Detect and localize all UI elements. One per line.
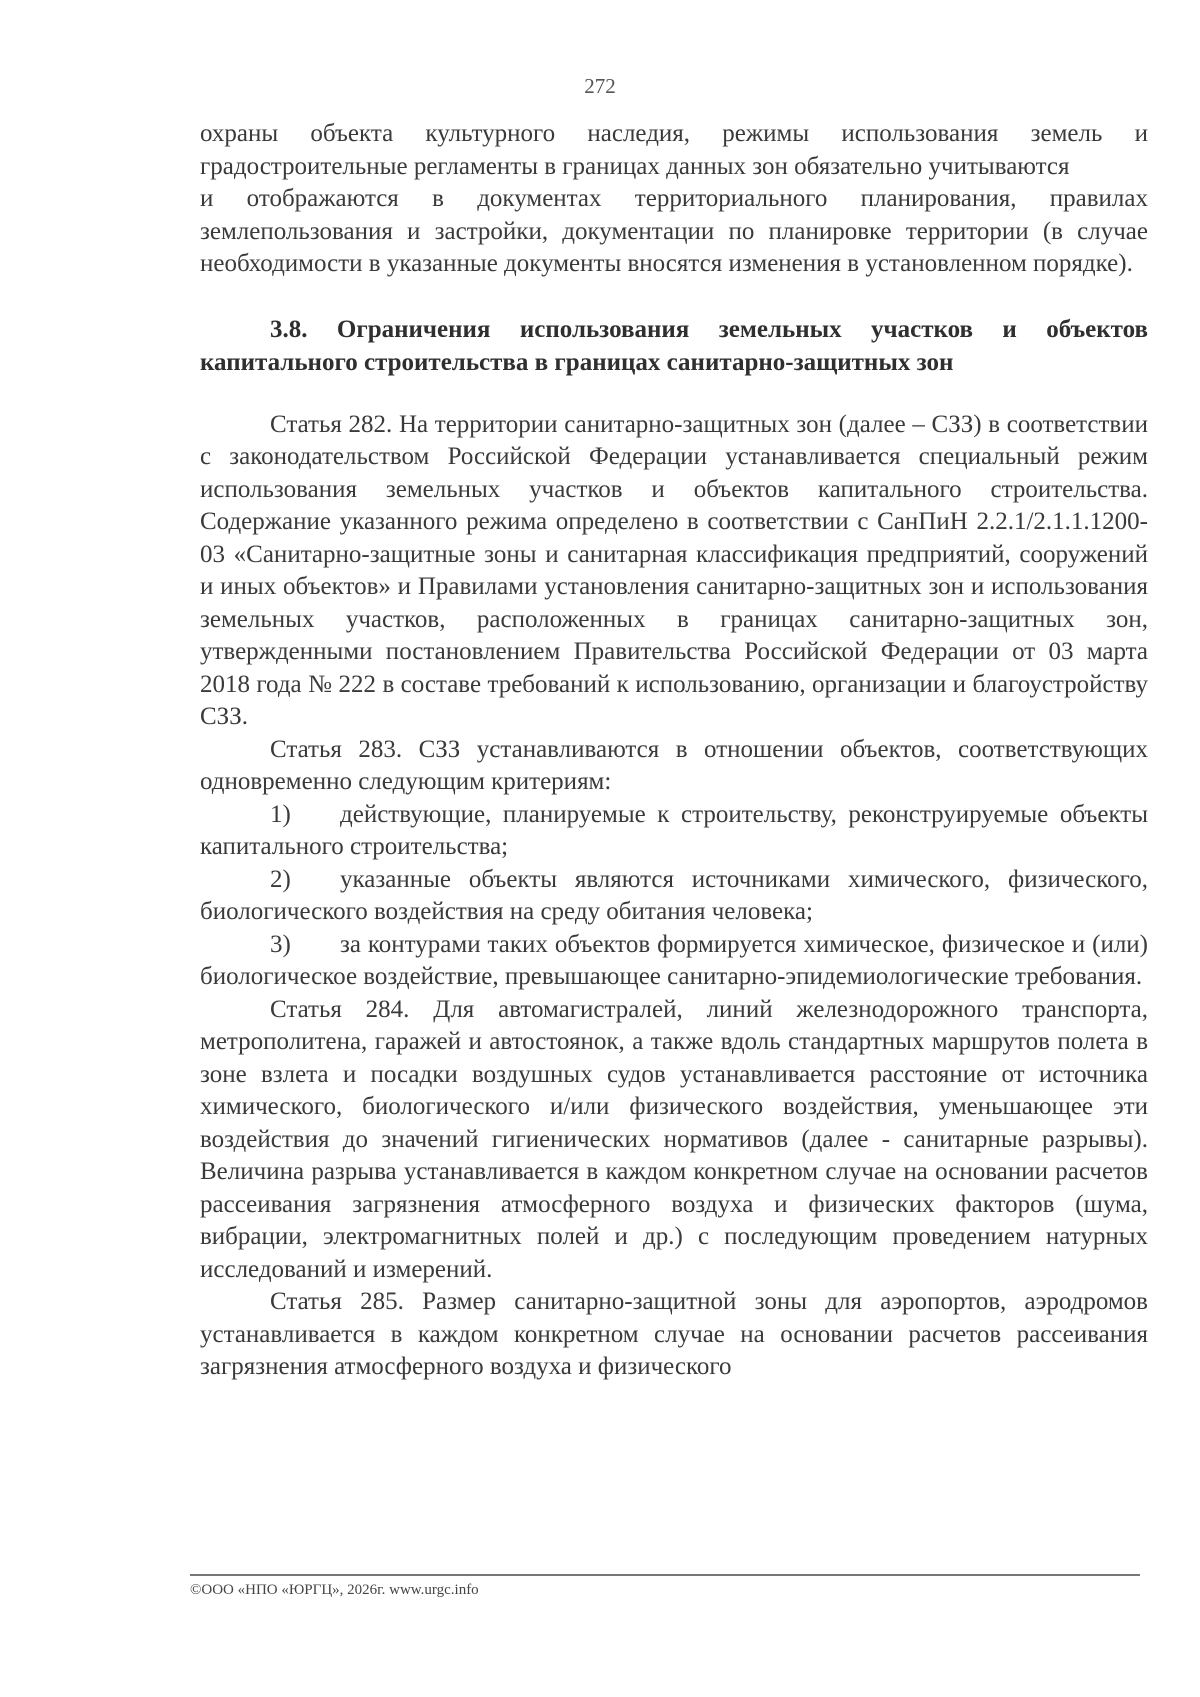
section-heading: 3.8. Ограничения использования земельных участков и объектов капитального строительства в границах санитарно-защитных зон: [200, 315, 1148, 376]
criteria-number: 2): [270, 865, 291, 893]
continuation-paragraph-end: и отображаются в документах территориального планирования, правилах землепользования и застройки, документации по планировке территории (в случае необходимости в указанные документы вносятся изменения в установленном порядке).: [200, 185, 1148, 277]
criteria-text: за контурами таких объектов формируется химическое, физическое и (или) биологическое воздействие, превышающее санитарно-эпидемиологические требования.: [200, 930, 1148, 990]
article-283: Статья 283. СЗЗ устанавливаются в отношении объектов, соответствующих одновременно следующим критериям:: [200, 735, 1148, 795]
criteria-item-2: [200, 864, 1148, 929]
criteria-text: указанные объекты являются источниками химического, физического, биологического воздействия на среду обитания человека;: [200, 865, 1148, 925]
page-number: 272: [584, 74, 616, 98]
article-285: Статья 285. Размер санитарно-защитной зоны для аэропортов, аэродромов устанавливается в каждом конкретном случае на основании расчетов рассеивания загрязнения атмосферного воздуха и физического: [200, 1288, 1148, 1380]
criteria-text: действующие, планируемые к строительству, реконструируемые объекты капитального строительства;: [200, 800, 1148, 860]
article-284: Статья 284. Для автомагистралей, линий железнодорожного транспорта, метрополитена, гаражей и автостоянок, а также вдоль стандартных маршрутов полета в зоне взлета и посадки воздушных судов устанавливается расстояние от источника химического, биологического и/или физического воздействия, уменьшающее эти воздействия до значений гигиенических нормативов (далее - санитарные разрывы). Величина разрыва устанавливается в каждом конкретном случае на основании расчетов рассеивания загрязнения атмосферного воздуха и физических факторов (шума, вибрации, электромагнитных полей и др.) с последующим проведением натурных исследований и измерений.: [200, 995, 1148, 1283]
continuation-paragraph: охраны объекта культурного наследия, режимы использования земель и градостроительные регламенты в границах данных зон обязательно учитываются: [200, 120, 1148, 180]
footer-copyright: ©ООО «НПО «ЮРГЦ», 2026г. www.urgc.info: [190, 1582, 479, 1598]
article-282: Статья 282. На территории санитарно-защитных зон (далее – СЗЗ) в соответствии с законодательством Российской Федерации устанавливается специальный режим использования земельных участков и объектов капитального строительства. Содержание указанного режима определено в соответствии с СанПиН 2.2.1/2.1.1.1200-03 «Санитарно-защитные зоны и санитарная классификация предприятий, сооружений и иных объектов» и Правилами установления санитарно-защитных зон и использования земельных участков, расположенных в границах санитарно-защитных зон, утвержденными постановлением Правительства Российской Федерации от 03 марта 2018 года № 222 в составе требований к использованию, организации и благоустройству СЗЗ.: [200, 410, 1148, 730]
criteria-item-3: [200, 929, 1148, 994]
document-body: [200, 118, 1148, 1384]
footer-divider: [190, 1574, 1140, 1576]
criteria-number: 3): [270, 930, 291, 958]
criteria-item-1: [200, 799, 1148, 864]
criteria-number: 1): [270, 800, 291, 828]
